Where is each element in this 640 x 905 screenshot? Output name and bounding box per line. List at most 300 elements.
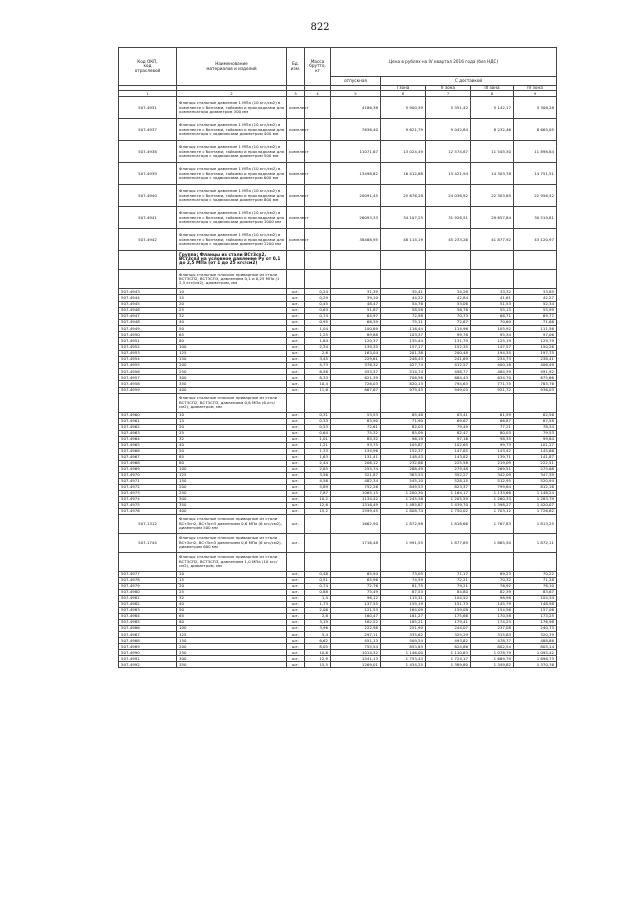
table-row — [119, 229, 557, 251]
index-cell: 6 — [381, 91, 426, 97]
price-cell: 75,32 — [331, 430, 381, 436]
price-cell: 936,03 — [514, 387, 557, 393]
price-cell: 150,26 — [514, 344, 557, 350]
price-cell: 70,73 — [426, 313, 471, 319]
price-cell: 706,56 — [381, 375, 426, 381]
section-title-row — [119, 270, 557, 289]
unit-cell: шт. — [287, 418, 305, 424]
price-cell: 805,14 — [514, 644, 557, 650]
price-cell: 1 245,38 — [381, 496, 426, 502]
code-cell: 507-4944 — [119, 295, 177, 301]
price-cell: 8 665,05 — [514, 119, 557, 141]
price-cell: 222,51 — [514, 460, 557, 466]
price-cell: 1 767,83 — [471, 514, 514, 533]
price-cell: 72,61 — [331, 424, 381, 430]
price-cell: 14 303,78 — [471, 163, 514, 185]
mass-cell: 11,6 — [305, 387, 331, 393]
unit-cell: шт. — [287, 338, 305, 344]
price-cell: 89,88 — [331, 332, 381, 338]
price-cell: 120,37 — [331, 338, 381, 344]
price-cell: 52,34 — [514, 301, 557, 307]
mass-cell: 4,56 — [305, 478, 331, 484]
diameter-cell: 15 — [177, 418, 287, 424]
price-cell: 15 421,94 — [426, 163, 471, 185]
price-cell: 347,39 — [514, 472, 557, 478]
code-cell: 507-4970 — [119, 472, 177, 478]
price-cell: 42,84 — [426, 295, 471, 301]
price-cell: 853,83 — [381, 644, 426, 650]
mass-cell: 0,48 — [305, 571, 331, 577]
price-cell: 1269,01 — [331, 662, 381, 668]
mass-cell: 6,56 — [305, 369, 331, 375]
price-cell: 488,86 — [514, 638, 557, 644]
price-cell: 979,45 — [381, 387, 426, 393]
diameter-cell: 200 — [177, 362, 287, 368]
name-cell: Фланцы стальные давление 1 МПа (10 кгс/см2) в комплекте с болтами, гайками и прокладками для компенсатора диаметром 300 мм — [177, 97, 287, 119]
unit-cell: шт. — [287, 448, 305, 454]
price-cell: 1 872,11 — [514, 533, 557, 552]
diameter-cell: 200 — [177, 644, 287, 650]
price-cell: 7636,40 — [331, 119, 381, 141]
mass-cell: 2,06 — [305, 607, 331, 613]
diameter-cell: 25 — [177, 307, 287, 313]
unit-cell: шт. — [287, 356, 305, 362]
code-cell: 507-4951 — [119, 338, 177, 344]
price-cell: 34,28 — [426, 289, 471, 295]
unit-cell: шт. — [287, 478, 305, 484]
unit-cell: шт. — [287, 362, 305, 368]
mass-cell: 0,53 — [305, 424, 331, 430]
price-cell: 121,53 — [331, 607, 381, 613]
price-cell: 30 519,81 — [514, 207, 557, 229]
price-cell: 53,06 — [426, 301, 471, 307]
price-cell: 1 485,87 — [381, 502, 426, 508]
diameter-cell: 65 — [177, 454, 287, 460]
price-cell: 1 813,25 — [514, 514, 557, 533]
price-cell: 152,37 — [381, 448, 426, 454]
unit-cell: шт. — [287, 454, 305, 460]
name-cell: Фланцы стальные плоские приварные из стали ВСт3сп2, ВСт3сп3 давлением 0,6 МПа (6 кгс/см2), диаметром 600 мм — [177, 533, 287, 552]
price-cell: 84,80 — [426, 589, 471, 595]
mass-cell: 0,74 — [305, 313, 331, 319]
price-cell: 232,86 — [381, 460, 426, 466]
unit-cell: шт. — [287, 571, 305, 577]
mass-cell: 5,4 — [305, 632, 331, 638]
mass-cell: 2,34 — [305, 344, 331, 350]
price-cell: 288,49 — [381, 466, 426, 472]
price-cell: 80,03 — [471, 430, 514, 436]
name-cell: Фланцы стальные давление 1 МПа (10 кгс/см2) в комплекте с болтами, гайками и прокладками для компенсатора с задвижками диаметром 400 мм — [177, 119, 287, 141]
price-cell: 1 349,82 — [471, 662, 514, 668]
price-cell: 31,39 — [331, 289, 381, 295]
price-cell: 102,65 — [426, 442, 471, 448]
mass-cell: 1,01 — [305, 436, 331, 442]
price-cell: 200,48 — [426, 350, 471, 356]
diameter-cell: 300 — [177, 375, 287, 381]
unit-cell: шт. — [287, 626, 305, 632]
section-title: Фланцы стальные плоские приварные из стали ВСТ3СП2, ВСТ3СП3, давлением 1,0 МПа (10 кгс/см2), диаметром, мм — [177, 552, 287, 571]
price-cell: 238,41 — [514, 356, 557, 362]
empty-cell — [514, 270, 557, 289]
diameter-cell: 15 — [177, 295, 287, 301]
price-cell: 155,19 — [381, 601, 426, 607]
diameter-cell: 50 — [177, 326, 287, 332]
price-cell: 78,34 — [514, 424, 557, 430]
prices-header: Цена в рублях на IV квартал 2016 года (без НДС) — [331, 48, 557, 77]
empty-cell — [381, 393, 426, 412]
price-cell: 1 750,02 — [426, 508, 471, 514]
price-cell: 520,94 — [514, 478, 557, 484]
mass-cell: 0,24 — [305, 289, 331, 295]
empty-cell — [287, 270, 305, 289]
price-cell: 621,39 — [331, 375, 381, 381]
price-cell: 5 900,39 — [381, 97, 426, 119]
price-cell: 97,06 — [514, 332, 557, 338]
unit-cell: шт. — [287, 638, 305, 644]
table-row — [119, 141, 557, 163]
mass-cell: 0,88 — [305, 589, 331, 595]
code-cell: 507-4985 — [119, 620, 177, 626]
mass-cell: 1,73 — [305, 601, 331, 607]
empty-cell — [471, 251, 514, 270]
price-cell: 684,43 — [426, 375, 471, 381]
delivery-header: С доставкой — [381, 77, 557, 86]
code-cell: 507-4962 — [119, 424, 177, 430]
mass-cell: 1,4 — [305, 595, 331, 601]
mass-cell: 2,44 — [305, 460, 331, 466]
empty-cell — [381, 270, 426, 289]
price-cell: 111,56 — [514, 326, 557, 332]
code-cell: 507-4963 — [119, 430, 177, 436]
price-cell: 269,51 — [471, 466, 514, 472]
price-cell: 1 398,27 — [471, 502, 514, 508]
price-cell: 157,06 — [514, 607, 557, 613]
price-cell: 61,59 — [471, 412, 514, 418]
price-cell: 1316,49 — [331, 502, 381, 508]
price-cell: 164,09 — [381, 607, 426, 613]
unit-cell: шт. — [287, 466, 305, 472]
price-cell: 12 574,87 — [426, 141, 471, 163]
price-cell: 949,03 — [426, 387, 471, 393]
diameter-cell: 125 — [177, 472, 287, 478]
unit-cell: комплект — [287, 119, 305, 141]
price-cell: 13 024,49 — [381, 141, 426, 163]
unit-cell: шт. — [287, 289, 305, 295]
price-cell: 148,43 — [381, 454, 426, 460]
price-cell: 103,37 — [381, 332, 426, 338]
price-cell: 72,76 — [331, 583, 381, 589]
code-cell: 507-4981 — [119, 595, 177, 601]
price-cell: 145,79 — [471, 601, 514, 607]
price-cell: 1599,45 — [331, 508, 381, 514]
empty-cell — [426, 270, 471, 289]
unit-cell: комплект — [287, 185, 305, 207]
page-number: 822 — [310, 22, 330, 33]
price-cell: 219,09 — [471, 460, 514, 466]
code-cell: 507-4974 — [119, 496, 177, 502]
price-cell: 79,53 — [514, 430, 557, 436]
code-cell: 507-4978 — [119, 577, 177, 583]
price-cell: 70,22 — [514, 571, 557, 577]
unit-cell: шт. — [287, 412, 305, 418]
price-cell: 105,92 — [471, 326, 514, 332]
price-cell: 1014,32 — [331, 650, 381, 656]
price-cell: 11071,67 — [331, 141, 381, 163]
price-cell: 41 877,92 — [471, 229, 514, 251]
price-cell: 25 676,28 — [381, 185, 426, 207]
price-cell: 342,09 — [471, 472, 514, 478]
price-cell: 129,79 — [514, 338, 557, 344]
price-cell: 134,96 — [331, 448, 381, 454]
price-cell: 98,98 — [471, 595, 514, 601]
mass-cell: 3,45 — [305, 356, 331, 362]
code-cell — [119, 552, 177, 571]
unit-cell: шт. — [287, 601, 305, 607]
price-cell: 63,41 — [426, 412, 471, 418]
header-row — [119, 48, 557, 77]
mass-cell: 3,56 — [305, 472, 331, 478]
price-cell: 1 200,30 — [381, 490, 426, 496]
code-cell: 507-4961 — [119, 418, 177, 424]
code-cell: 507-4940 — [119, 185, 177, 207]
price-cell: 99,73 — [471, 442, 514, 448]
mass-cell: 0,33 — [305, 418, 331, 424]
price-cell: 1662,90 — [331, 514, 381, 533]
price-cell: 67,58 — [514, 418, 557, 424]
price-cell: 62,56 — [514, 412, 557, 418]
price-cell: 225,58 — [426, 460, 471, 466]
price-cell: 201,38 — [381, 350, 426, 356]
empty-cell — [426, 552, 471, 571]
mass-cell: 12,6 — [305, 502, 331, 508]
price-cell: 76,92 — [471, 583, 514, 589]
mass-cell: 2,6 — [305, 350, 331, 356]
price-cell: 105,87 — [381, 442, 426, 448]
diameter-cell: 40 — [177, 601, 287, 607]
mass-cell: 8,05 — [305, 644, 331, 650]
price-cell: 251,90 — [381, 626, 426, 632]
price-cell: 54,76 — [381, 301, 426, 307]
price-cell: 1 148,24 — [514, 490, 557, 496]
code-cell: 507-4946 — [119, 307, 177, 313]
price-cell: 93,75 — [331, 442, 381, 448]
price-cell: 545,10 — [381, 478, 426, 484]
price-cell: 82,39 — [471, 589, 514, 595]
empty-cell — [287, 393, 305, 412]
mass-cell: 8,33 — [305, 375, 331, 381]
code-cell: 507-4938 — [119, 141, 177, 163]
code-cell: 507-4987 — [119, 632, 177, 638]
code-cell: 507-4980 — [119, 589, 177, 595]
price-cell: 131,79 — [426, 338, 471, 344]
price-cell: 9 621,79 — [381, 119, 426, 141]
price-cell: 99,76 — [426, 332, 471, 338]
mass-cell: 0,74 — [305, 583, 331, 589]
name-cell: Фланцы стальные давление 1 МПа (10 кгс/см2) в комплекте с болтами, гайками и прокладками для компенсатора с задвижками диаметром 800 мм — [177, 185, 287, 207]
mass-cell: 3,19 — [305, 620, 331, 626]
price-cell: 64,97 — [331, 313, 381, 319]
price-cell: 241,69 — [426, 356, 471, 362]
empty-cell — [381, 552, 426, 571]
price-cell: 160,47 — [331, 614, 381, 620]
empty-cell — [305, 270, 331, 289]
diameter-cell: 10 — [177, 412, 287, 418]
empty-cell — [471, 270, 514, 289]
diameter-cell: 100 — [177, 344, 287, 350]
price-cell: 1 872,98 — [381, 514, 426, 533]
unit-cell: шт. — [287, 614, 305, 620]
price-cell: 1 753,43 — [381, 656, 426, 662]
price-cell: 412,57 — [426, 362, 471, 368]
diameter-cell: 150 — [177, 478, 287, 484]
mass-cell: 0,63 — [305, 307, 331, 313]
unit-cell: шт. — [287, 381, 305, 387]
diameter-cell: 32 — [177, 313, 287, 319]
zone-3-header: III зона — [471, 86, 514, 91]
price-cell: 33,85 — [514, 289, 557, 295]
price-cell: 376,32 — [331, 362, 381, 368]
code-cell: 507-4965 — [119, 442, 177, 448]
diameter-cell: 100 — [177, 626, 287, 632]
unit-cell: комплект — [287, 229, 305, 251]
price-cell: 69,23 — [471, 571, 514, 577]
unit-cell: шт. — [287, 656, 305, 662]
code-cell: 507-4937 — [119, 119, 177, 141]
name-cell: Фланцы стальные плоские приварные из стали ВСт3сп2, ВСт3сп3 давлением 0,6 МПа (6 кгс/см2), диаметром 500 мм — [177, 514, 287, 533]
price-cell: 82,47 — [426, 430, 471, 436]
price-cell: 24 036,92 — [426, 185, 471, 207]
code-cell: 507-4941 — [119, 207, 177, 229]
zone-2-header: II зона — [426, 86, 471, 91]
mass-cell: 15,2 — [305, 508, 331, 514]
diameter-cell: 350 — [177, 502, 287, 508]
mass-cell: 6,62 — [305, 638, 331, 644]
price-cell: 20091,45 — [331, 185, 381, 207]
price-cell: 752,26 — [331, 484, 381, 490]
price-cell: 229,81 — [331, 356, 381, 362]
code-cell: 507-4992 — [119, 662, 177, 668]
mass-cell: 1,33 — [305, 448, 331, 454]
price-cell: 11 545,30 — [471, 141, 514, 163]
diameter-cell: 50 — [177, 448, 287, 454]
price-cell: 14 751,51 — [514, 163, 557, 185]
diameter-cell: 25 — [177, 589, 287, 595]
name-cell: Фланцы стальные давление 1 МПа (10 кгс/см2) в комплекте с болтами, гайками и прокладками для компенсатора с задвижками диаметром 500 мм — [177, 141, 287, 163]
diameter-cell: 400 — [177, 387, 287, 393]
price-cell: 104,52 — [426, 595, 471, 601]
code-cell: 507-4957 — [119, 375, 177, 381]
price-cell: 99,84 — [514, 436, 557, 442]
price-cell: 116,44 — [381, 326, 426, 332]
empty-cell — [305, 552, 331, 571]
price-cell: 98,35 — [471, 436, 514, 442]
price-cell: 1 689,79 — [471, 656, 514, 662]
code-cell: 507-4966 — [119, 448, 177, 454]
price-cell: 1 260,33 — [471, 496, 514, 502]
diameter-cell: 80 — [177, 338, 287, 344]
price-cell: 1134,42 — [331, 496, 381, 502]
diameter-cell: 200 — [177, 484, 287, 490]
unit-cell: шт. — [287, 502, 305, 508]
price-cell: 69,77 — [514, 313, 557, 319]
unit-cell: шт. — [287, 387, 305, 393]
empty-cell — [381, 251, 426, 270]
price-cell: 794,63 — [426, 381, 471, 387]
empty-cell — [514, 251, 557, 270]
price-cell: 206,12 — [331, 460, 381, 466]
price-cell: 498,77 — [426, 369, 471, 375]
code-cell: 507-4968 — [119, 460, 177, 466]
table-row — [119, 207, 557, 229]
code-cell: 507-4989 — [119, 644, 177, 650]
price-cell: 514,74 — [381, 369, 426, 375]
price-cell: 139,35 — [331, 344, 381, 350]
price-cell: 87,53 — [381, 589, 426, 595]
section-title: Фланцы стальные плоские приварные из стали ВСТ3СП2, ВСТ3СП3, давлением 0,1 и 0,25 МПа (1 2,5 кгс/см2), диаметром, мм — [177, 270, 287, 289]
table-row — [119, 662, 557, 668]
price-cell: 512,95 — [471, 478, 514, 484]
price-cell: 115,31 — [381, 595, 426, 601]
price-cell: 255,74 — [331, 466, 381, 472]
code-cell: 507-4971 — [119, 478, 177, 484]
price-cell: 174,25 — [471, 620, 514, 626]
unit-cell: шт. — [287, 369, 305, 375]
price-cell: 1 816,66 — [426, 514, 471, 533]
price-cell: 101,27 — [514, 442, 557, 448]
unit-cell: шт. — [287, 589, 305, 595]
price-cell: 1 146,00 — [381, 650, 426, 656]
unit-cell: шт. — [287, 442, 305, 448]
empty-cell — [305, 251, 331, 270]
price-cell: 1 095,42 — [514, 650, 557, 656]
price-cell: 427,74 — [381, 362, 426, 368]
price-cell: 1 389,80 — [426, 662, 471, 668]
code-cell: 507-4990 — [119, 650, 177, 656]
mass-cell: 2,85 — [305, 466, 331, 472]
section-title: Группа: Фланцы из стали ВСт3сп2, ВСт3сп3 на условное давление Ру от 0,1 до 2,5 МПа (от 1 до 25 кгс/см2) — [177, 251, 287, 270]
code-cell: 507-4983 — [119, 607, 177, 613]
price-cell: 451,13 — [331, 638, 381, 644]
price-cell: 194,35 — [471, 350, 514, 356]
unit-cell: шт. — [287, 344, 305, 350]
unit-cell: шт. — [287, 460, 305, 466]
price-cell: 56,76 — [426, 307, 471, 313]
unit-cell: шт. — [287, 533, 305, 552]
price-cell: 143,42 — [471, 448, 514, 454]
price-cell: 34 107,25 — [381, 207, 426, 229]
price-cell: 75,11 — [381, 320, 426, 326]
price-cell: 31 928,51 — [426, 207, 471, 229]
price-cell: 799,64 — [471, 484, 514, 490]
price-cell: 55,99 — [514, 307, 557, 313]
diameter-cell: 300 — [177, 656, 287, 662]
mass-cell: 1,63 — [305, 454, 331, 460]
code-header: Код ОКП, код отраслевой — [119, 48, 177, 86]
price-cell: 1 110,63 — [426, 650, 471, 656]
price-cell: 71,28 — [514, 577, 557, 583]
code-cell: 507-4949 — [119, 326, 177, 332]
price-cell: 151,73 — [426, 601, 471, 607]
code-cell: 507-4950 — [119, 332, 177, 338]
diameter-cell: 32 — [177, 436, 287, 442]
price-cell: 1 283,79 — [514, 496, 557, 502]
price-cell: 1 370,76 — [514, 662, 557, 668]
mass-cell: 10,6 — [305, 650, 331, 656]
diameter-cell: 250 — [177, 369, 287, 375]
code-cell: 507-1744 — [119, 533, 177, 552]
price-cell: 1 808,74 — [381, 508, 426, 514]
price-cell: 104,34 — [514, 595, 557, 601]
